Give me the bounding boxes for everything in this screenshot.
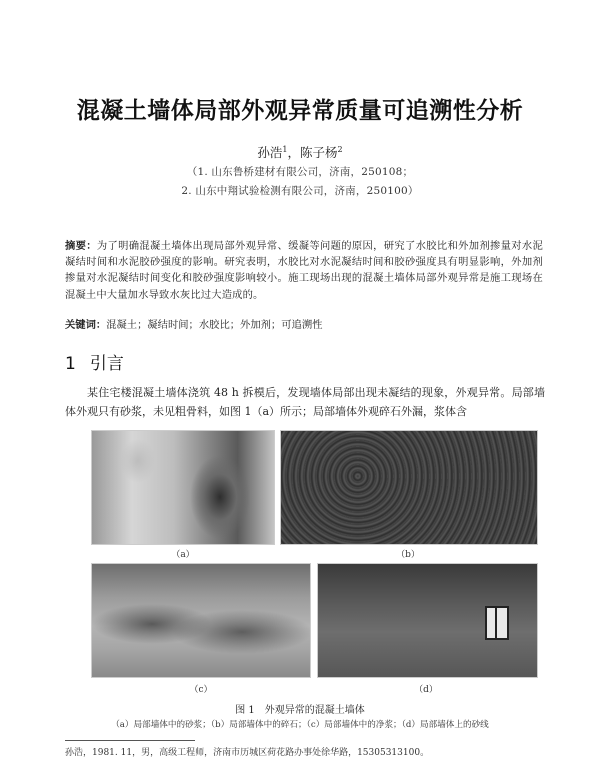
figure-sublabel-b: （b） <box>396 550 420 560</box>
section-title: 引言 <box>89 354 124 374</box>
figure-photo-d <box>317 563 538 678</box>
footnote: 孙浩，1981. 11，男，高级工程师，济南市历城区荷花路办事处徐华路，15305313100。 <box>65 748 430 758</box>
window-in-photo <box>485 606 509 640</box>
figure-caption: 图 1 外观异常的混凝土墙体 <box>235 705 365 716</box>
author-separator: ， <box>287 145 300 160</box>
figure-sublabel-c: （c） <box>189 685 213 695</box>
footnote-rule <box>65 740 195 741</box>
abstract-label: 摘要： <box>65 240 97 252</box>
section-number: 1 <box>65 354 76 374</box>
body-paragraph: 某住宅楼混凝土墙体浇筑 48 h 拆模后，发现墙体局部出现未凝结的现象，外观异常。局部墙体外观只有砂浆，未见粗骨料，如图 1（a）所示；局部墙体外观碎石外漏，浆体含 <box>65 386 545 418</box>
body-text <box>65 383 545 421</box>
author-line <box>0 143 600 161</box>
figure-sub-caption: （a）局部墙体中的砂浆；（b）局部墙体中的碎石；（c）局部墙体中的净浆；（d）局部墙体上的砂线 <box>111 720 489 730</box>
abstract-text: 为了明确混凝土墙体出现局部外观异常、缓凝等问题的原因，研究了水胶比和外加剂掺量对水泥凝结时间和水泥胶砂强度的影响。研究表明，水胶比对水泥凝结时间和胶砂强度具有明显影响，外加剂掺量对水泥凝结时间变化和胶砂强度影响较小。施工现场出现的混凝土墙体局部外观异常是施工现场在混凝土中大量加水导致水灰比过大造成的。 <box>65 240 543 301</box>
abstract <box>65 238 543 303</box>
keywords-text: 混凝土；凝结时间；水胶比；外加剂；可追溯性 <box>106 319 323 331</box>
author-2-affil-mark: 2 <box>337 144 343 154</box>
paper-title: 混凝土墙体局部外观异常质量可追溯性分析 <box>76 98 524 124</box>
keywords-label: 关键词： <box>65 319 107 331</box>
figure-photo-c <box>91 563 311 678</box>
affiliation-2: 2. 山东中翔试验检测有限公司，济南，250100） <box>181 185 419 197</box>
figure-photo-b <box>280 430 538 545</box>
figure-sublabel-a: （a） <box>171 550 195 560</box>
keywords <box>65 316 543 331</box>
figure-sublabel-d: （d） <box>414 685 438 695</box>
author-1: 孙浩 <box>257 145 283 160</box>
author-2: 陈子杨 <box>300 145 338 160</box>
author-1-affil-mark: 1 <box>282 144 288 154</box>
section-heading <box>65 349 124 374</box>
affiliation-1: （1. 山东鲁桥建材有限公司，济南，250108； <box>186 166 414 178</box>
figure-photo-a <box>91 430 275 545</box>
